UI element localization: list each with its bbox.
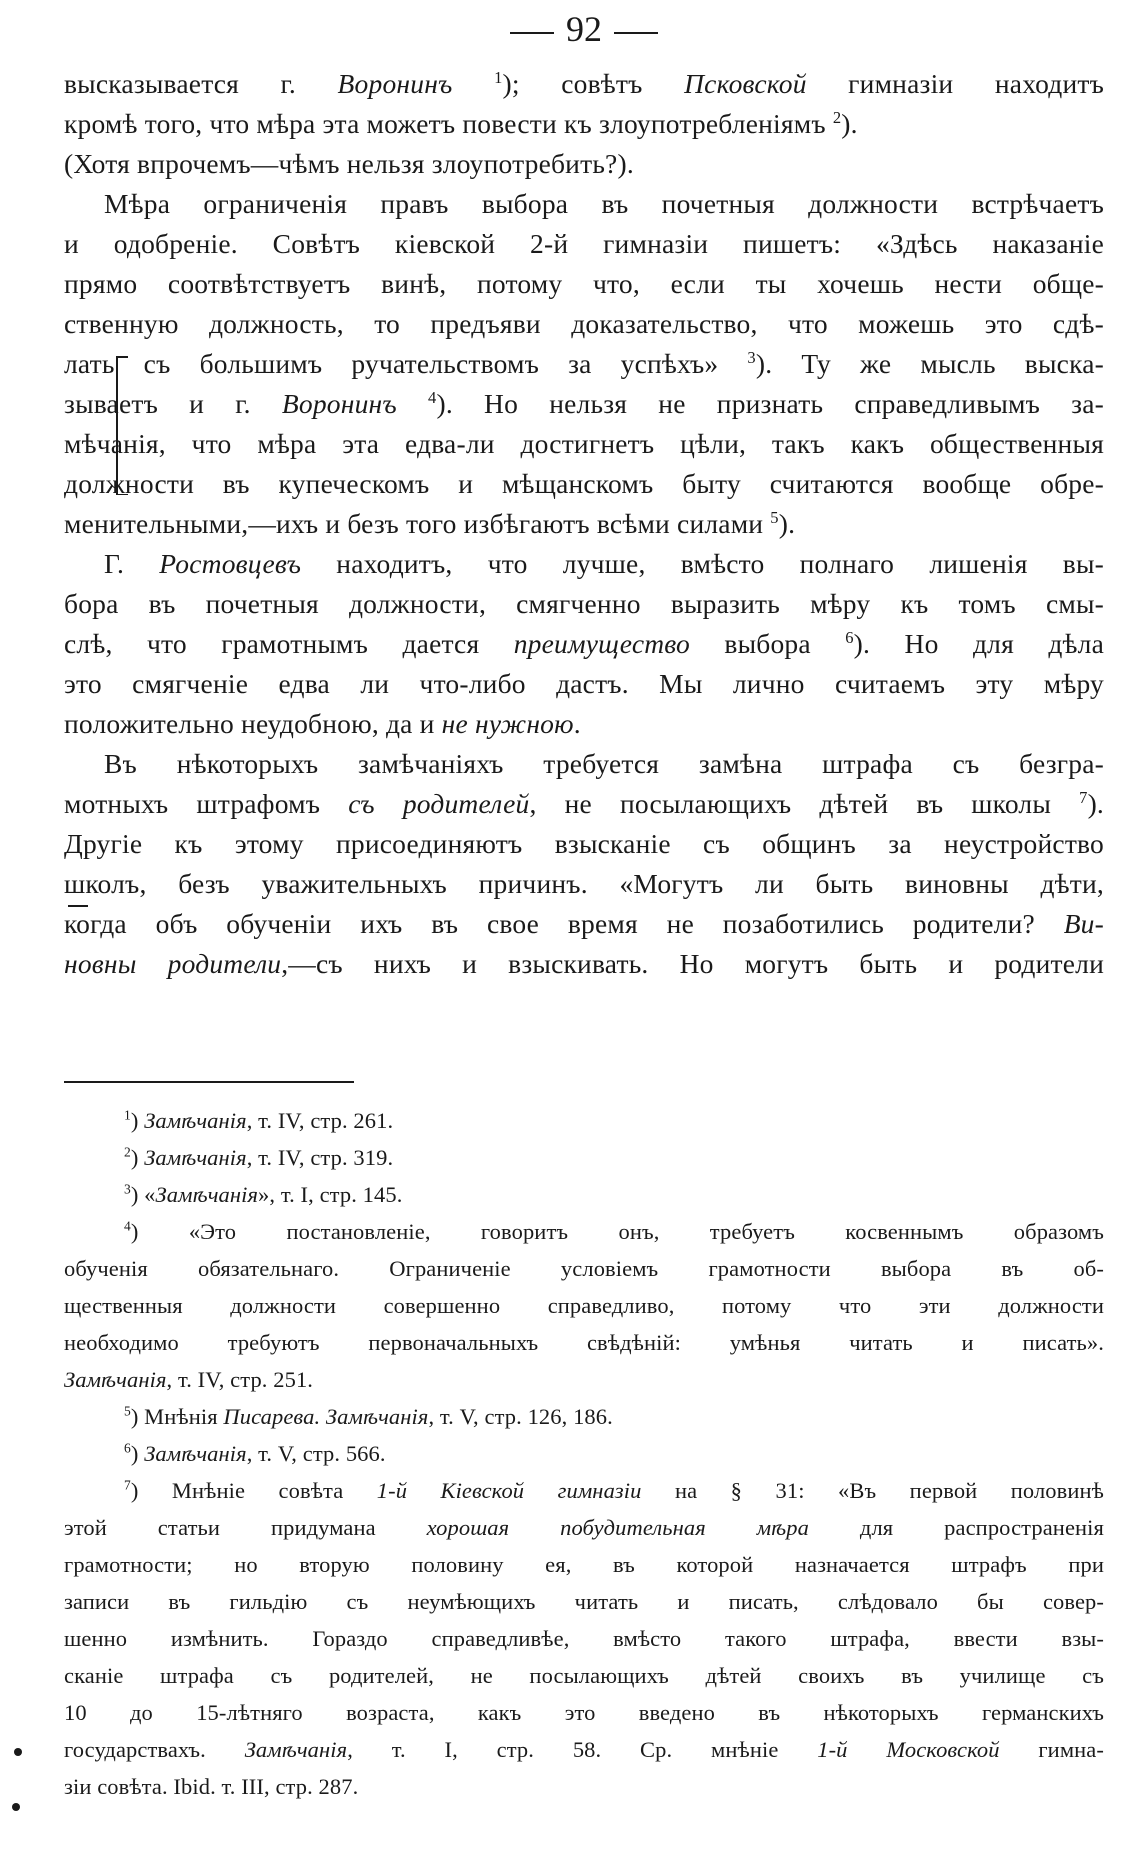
text-line (64, 624, 1104, 664)
italic-text: Замѣчанія (64, 1367, 167, 1392)
text-run: ) Мнѣніе совѣта (130, 1478, 377, 1503)
text-run: , т. V, стр. 126, 186. (428, 1404, 613, 1429)
text-run: высказывается г. (64, 68, 338, 99)
text-line (64, 584, 1104, 624)
italic-text: не нужною (441, 708, 574, 739)
text-run: гимна- (999, 1737, 1104, 1762)
paragraph-start (64, 544, 1104, 584)
footnote-line (64, 1178, 1104, 1212)
footnote-line (64, 1733, 1104, 1767)
footnote-ref: 7 (124, 1477, 131, 1493)
text-run: , т. IV, стр. 319. (246, 1145, 394, 1170)
text-run: , т. I, стр. 58. Ср. мнѣніе (347, 1737, 818, 1762)
text-run: школъ, безъ уважительныхъ причинъ. «Могутъ ли быть виновны дѣти, (64, 868, 1104, 899)
footnote-line (64, 1585, 1104, 1619)
right-dash (614, 32, 658, 34)
text-line (64, 424, 1104, 464)
text-line (64, 384, 1104, 424)
text-line (64, 704, 1104, 744)
italic-text: Воронинъ (337, 68, 453, 99)
text-line (64, 464, 1104, 504)
text-run: менительными,—ихъ и безъ того избѣгаютъ всѣми силами (64, 508, 771, 539)
left-dash (510, 32, 554, 34)
text-run: слѣ, что грамотнымъ дается (64, 628, 514, 659)
footnote-line (64, 1215, 1104, 1249)
text-run: мотныхъ штрафомъ (64, 788, 349, 819)
footnote-line (64, 1363, 1104, 1397)
text-run: необходимо требуютъ первоначальныхъ свѣдѣній: умѣнья читать и писать». (64, 1330, 1104, 1355)
footnote-separator (64, 1081, 354, 1083)
text-run: (Хотя впрочемъ—чѣмъ нельзя злоупотребить?). (64, 148, 634, 179)
footnote-line (64, 1141, 1104, 1175)
footnote-ref: 3 (747, 347, 756, 367)
text-run: лать съ большимъ ручательствомъ за успѣхъ» (64, 348, 748, 379)
italic-text: Замѣчанія (144, 1145, 247, 1170)
text-run: на § 31: «Въ первой половинѣ (641, 1478, 1104, 1503)
text-line (64, 904, 1104, 944)
text-run: и одобреніе. Совѣтъ кіевской 2-й гимназіи пишетъ: «Здѣсь наказаніе (64, 228, 1104, 259)
text-line (64, 784, 1104, 824)
text-run: ). (778, 508, 796, 539)
paragraph-start (64, 184, 1104, 224)
page-header (64, 4, 1104, 54)
italic-text: хорошая побудительная мѣра (426, 1515, 809, 1540)
footnote-line (64, 1511, 1104, 1545)
text-run: для распространенія (808, 1515, 1104, 1540)
text-run: , т. IV, стр. 261. (246, 1108, 394, 1133)
text-run: должности въ купеческомъ и мѣщанскомъ быту считаются вообще обре- (64, 468, 1104, 499)
footnote-ref: 1 (494, 67, 503, 87)
text-line (64, 824, 1104, 864)
footnote-line (64, 1622, 1104, 1656)
italic-text: Замѣчанія (244, 1737, 348, 1762)
text-run: гимназіи находитъ (806, 68, 1104, 99)
text-run: прямо соотвѣтствуетъ винѣ, потому что, если ты хочешь нести обще- (64, 268, 1104, 299)
text-line (64, 664, 1104, 704)
italic-text: Воронинъ (281, 388, 397, 419)
footnote-line (64, 1104, 1104, 1138)
footnote-line (64, 1289, 1104, 1323)
text-line (64, 264, 1104, 304)
text-run: ). (841, 108, 858, 139)
italic-text: Ростовцевъ (159, 548, 302, 579)
text-line (64, 504, 1104, 544)
text-run: 10 до 15-лѣтняго возраста, какъ это введено въ нѣкоторыхъ германскихъ (64, 1700, 1104, 1725)
footnote-line (64, 1696, 1104, 1730)
italic-text: 1-й Кіевской гимназіи (376, 1478, 642, 1503)
italic-text: съ родителей (348, 788, 530, 819)
italic-text: Замѣчанія (144, 1441, 247, 1466)
text-run: шенно измѣнить. Гораздо справедливѣе, вмѣсто такого штрафа, ввести взы- (64, 1626, 1104, 1651)
margin-dot (14, 1748, 22, 1756)
text-run: щественныя должности совершенно справедливо, потому что эти должности (64, 1293, 1104, 1318)
text-line (64, 144, 1104, 184)
text-run: обученія обязательнаго. Ограниченіе условіемъ грамотности выбора въ об- (64, 1256, 1104, 1281)
text-run: этой статьи придумана (64, 1515, 427, 1540)
italic-text: Замѣчанія (144, 1108, 247, 1133)
text-line (64, 944, 1104, 984)
text-run: государствахъ. (64, 1737, 245, 1762)
text-line (64, 304, 1104, 344)
text-run: находитъ, что лучше, вмѣсто полнаго лишенія вы- (301, 548, 1104, 579)
text-run: записи въ гильдію съ неумѣющихъ читать и писать, слѣдовало бы совер- (64, 1589, 1104, 1614)
text-run: . (573, 708, 581, 739)
text-run: сканіе штрафа съ родителей, не посылающихъ дѣтей своихъ въ училище съ (64, 1663, 1104, 1688)
text-run: кромѣ того, что мѣра эта можетъ повести къ злоупотребленіямъ (64, 108, 833, 139)
text-run: ). Но для дѣла (853, 628, 1104, 659)
footnote-line (64, 1252, 1104, 1286)
text-run (397, 388, 428, 419)
footnote-ref: 5 (770, 507, 779, 527)
text-run: Г. (104, 548, 160, 579)
text-run: ) (130, 1441, 145, 1466)
text-run: ) « (130, 1182, 156, 1207)
text-line (64, 104, 1104, 144)
text-run: », т. I, стр. 145. (258, 1182, 403, 1207)
text-run: грамотности; но вторую половину ея, въ которой назначается штрафъ при (64, 1552, 1104, 1577)
text-run: мѣчанія, что мѣра эта едва-ли достигнетъ цѣли, такъ какъ общественныя (64, 428, 1104, 459)
text-run (453, 68, 495, 99)
text-line (64, 224, 1104, 264)
footnote-line (64, 1400, 1104, 1434)
footnote-ref: 1 (124, 1107, 131, 1123)
italic-text: преимущество (513, 628, 691, 659)
text-run: бора въ почетныя должности, смягченно выразить мѣру къ томъ смы- (64, 588, 1104, 619)
footnote-ref: 2 (124, 1144, 131, 1160)
footnote-ref: 6 (124, 1440, 131, 1456)
book-page (64, 0, 1104, 1853)
text-run: положительно неудобною, да и (64, 708, 442, 739)
text-run: ). Но нельзя не признать справедливымъ за- (436, 388, 1104, 419)
text-run: ) (130, 1108, 145, 1133)
text-run: , не посылающихъ дѣтей въ школы (529, 788, 1080, 819)
footnote-ref: 3 (124, 1181, 131, 1197)
page-number: 92 (566, 9, 602, 49)
margin-dot (12, 1803, 20, 1811)
text-run: , т. IV, стр. 251. (166, 1367, 314, 1392)
footnote-ref: 2 (832, 107, 842, 127)
paragraph-start (64, 744, 1104, 784)
text-run: Другіе къ этому присоединяютъ взысканіе съ общинъ за неустройство (64, 828, 1104, 859)
text-run: ); совѣтъ (502, 68, 685, 99)
footnote-ref: 4 (124, 1218, 131, 1234)
text-run: ) (130, 1145, 145, 1170)
text-run: Въ нѣкоторыхъ замѣчаніяхъ требуется замѣна штрафа съ безгра- (104, 748, 1104, 779)
text-line (64, 864, 1104, 904)
text-run: зываетъ и г. (64, 388, 282, 419)
italic-text: Замѣчанія (155, 1182, 259, 1207)
footnote-line (64, 1326, 1104, 1360)
text-run: ,—съ нихъ и взыскивать. Но могутъ быть и родители (281, 948, 1104, 979)
text-run: ). (1087, 788, 1104, 819)
text-run: зіи совѣта. Ibid. т. III, стр. 287. (64, 1774, 359, 1799)
footnote-ref: 4 (428, 387, 437, 407)
italic-text: Псковской (684, 68, 807, 99)
footnote-line (64, 1548, 1104, 1582)
text-run: ) «Это постановленіе, говоритъ онъ, требуетъ косвеннымъ образомъ (130, 1219, 1104, 1244)
text-run: ). Ту же мысль выска- (755, 348, 1104, 379)
text-run: , т. V, стр. 566. (246, 1441, 386, 1466)
text-line (64, 64, 1104, 104)
text-run: ) Мнѣнія (130, 1404, 224, 1429)
footnote-ref: 6 (845, 627, 854, 647)
text-line (64, 344, 1104, 384)
footnote-ref: 7 (1079, 787, 1088, 807)
text-run: Мѣра ограниченія правъ выбора въ почетныя должности встрѣчаетъ (104, 188, 1104, 219)
italic-text: новны родители (64, 948, 282, 979)
footnote-ref: 5 (124, 1403, 131, 1419)
text-run: ственную должность, то предъяви доказательство, что можешь это сдѣ- (64, 308, 1104, 339)
text-run: выбора (690, 628, 846, 659)
text-run: это смягченіе едва ли что-либо дастъ. Мы лично считаемъ эту мѣру (64, 668, 1104, 699)
footnote-line (64, 1474, 1104, 1508)
text-run: когда объ обученіи ихъ въ свое время не позаботились родители? (64, 908, 1064, 939)
italic-text: Ви- (1063, 908, 1104, 939)
italic-text: Писарева. Замѣчанія (223, 1404, 429, 1429)
footnote-line (64, 1659, 1104, 1693)
italic-text: 1-й Московской (817, 1737, 1000, 1762)
footnote-line (64, 1770, 1104, 1804)
footnote-line (64, 1437, 1104, 1471)
